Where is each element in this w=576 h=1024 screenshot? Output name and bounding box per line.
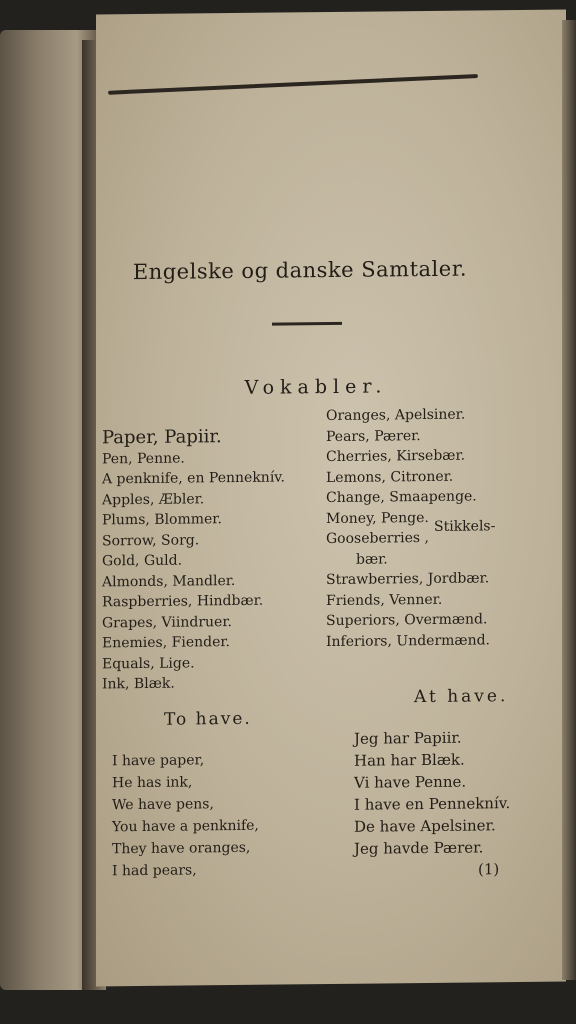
vocab-item: Change, Smaapenge. xyxy=(326,488,477,507)
vocab-item: Friends, Venner. xyxy=(326,591,443,609)
vocab-item: Plums, Blommer. xyxy=(102,511,222,529)
vocab-item: Superiors, Overmænd. xyxy=(326,611,488,630)
vocab-item: Raspberries, Hindbær. xyxy=(102,592,264,611)
vocab-item: Grapes, Viindruer. xyxy=(102,613,232,631)
vocab-item: Ink, Blæk. xyxy=(102,675,175,693)
vocab-item: Money, Penge. xyxy=(326,509,429,527)
vocab-item: Cherries, Kirsebær. xyxy=(326,447,466,466)
vocab-item: Pen, Penne. xyxy=(102,450,185,467)
vocab-item: Lemons, Citroner. xyxy=(326,468,454,486)
vocab-item: Enemies, Fiender. xyxy=(102,634,230,652)
vocab-left-column xyxy=(102,426,285,694)
vocab-item: Strawberries, Jordbær. xyxy=(326,570,490,589)
english-heading: To have. xyxy=(164,708,252,730)
gooseberries-tail: Stikkels- xyxy=(434,518,496,535)
english-phrases xyxy=(112,749,259,883)
page-title: Engelske og danske Samtaler. xyxy=(132,256,468,285)
vocab-item: Pears, Pærer. xyxy=(326,427,421,445)
phrase-line: I have en Penneknív. xyxy=(354,794,511,814)
phrase-line: We have pens, xyxy=(112,796,214,814)
phrase-line: Jeg havde Pærer. xyxy=(354,838,484,858)
phrase-line: De have Apelsiner. xyxy=(354,816,496,836)
vocab-item: Inferiors, Undermænd. xyxy=(326,631,491,650)
danish-heading: At have. xyxy=(414,686,509,708)
phrase-line: He has ink, xyxy=(112,774,193,792)
vocab-item: Oranges, Apelsiner. xyxy=(326,406,466,425)
phrase-line: I have paper, xyxy=(112,752,205,770)
right-page-edge xyxy=(562,20,576,980)
page-number: (1) xyxy=(478,860,500,879)
title-rule xyxy=(272,322,342,326)
phrase-line: Han har Blæk. xyxy=(354,750,465,770)
vocab-item: Gooseberries , xyxy=(326,529,429,548)
vocab-heading: Vokabler. xyxy=(244,375,388,399)
phrase-line: You have a penknife, xyxy=(112,817,259,836)
vocab-item: Paper, Papiir. xyxy=(102,426,222,449)
phrase-line: Vi have Penne. xyxy=(354,772,467,792)
vocab-item: Apples, Æbler. xyxy=(102,490,205,508)
phrase-line: They have oranges, xyxy=(112,839,251,858)
phrase-line: Jeg har Papiir. xyxy=(354,728,462,748)
vocab-item: Almonds, Mandler. xyxy=(102,572,236,590)
top-rule xyxy=(108,74,478,95)
vocab-item: Equals, Lige. xyxy=(102,654,195,672)
vocab-item: Sorrow, Sorg. xyxy=(102,531,200,549)
book-page xyxy=(96,10,566,987)
vocab-item: bær. xyxy=(356,550,388,568)
danish-phrases xyxy=(354,726,510,860)
phrase-line: I had pears, xyxy=(112,862,197,880)
vocab-item: A penknife, en Penneknív. xyxy=(102,469,285,488)
vocab-item: Gold, Guld. xyxy=(102,552,183,570)
